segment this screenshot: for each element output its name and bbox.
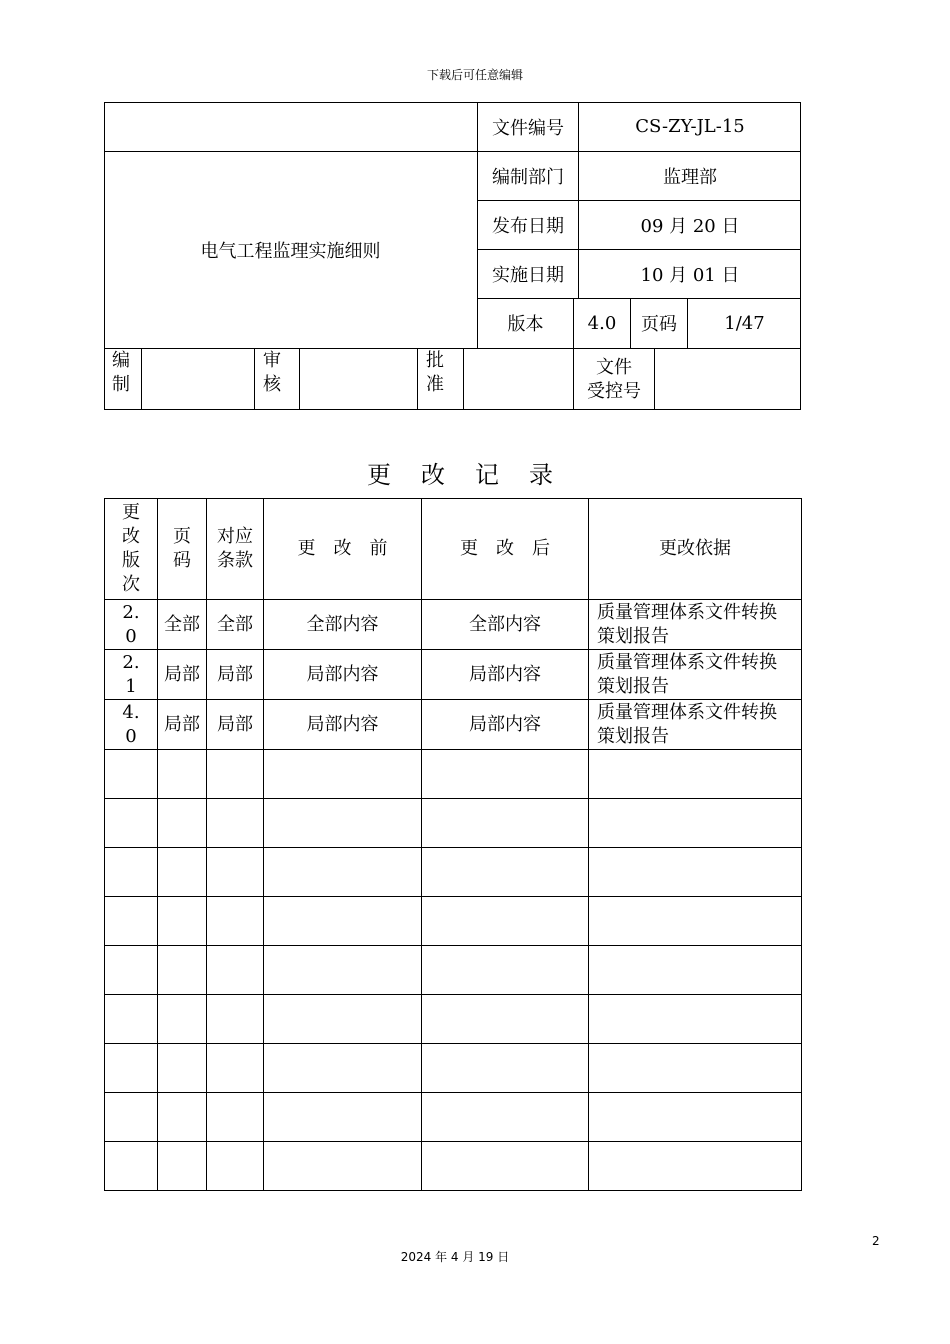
header-clause-2: 条款 bbox=[217, 550, 253, 571]
approve-label bbox=[418, 349, 471, 410]
empty-cell bbox=[422, 799, 589, 848]
empty-cell bbox=[589, 1093, 802, 1142]
row-basis-b: 策划报告 bbox=[597, 725, 669, 747]
empty-cell bbox=[589, 946, 802, 995]
empty-cell bbox=[158, 1093, 207, 1142]
empty-table-row bbox=[105, 995, 802, 1044]
table-row bbox=[105, 600, 802, 650]
page-label: 页码 bbox=[641, 314, 677, 335]
empty-cell bbox=[422, 1142, 589, 1191]
approve-char-1: 批 bbox=[426, 350, 444, 371]
file-no-label: 文件编号 bbox=[492, 117, 564, 139]
empty-cell bbox=[264, 799, 422, 848]
dept-label: 编制部门 bbox=[492, 166, 564, 188]
issue-date-value: 09 月 20 日 bbox=[640, 215, 740, 237]
row-basis bbox=[589, 650, 802, 700]
empty-cell bbox=[105, 1044, 158, 1093]
empty-cell bbox=[207, 897, 264, 946]
empty-cell bbox=[264, 946, 422, 995]
footer-date: 2024 年 4 月 19 日 bbox=[400, 1250, 510, 1264]
empty-cell bbox=[264, 995, 422, 1044]
empty-cell bbox=[422, 848, 589, 897]
row-basis-a: 质量管理体系文件转换 bbox=[597, 651, 777, 673]
empty-table-row bbox=[105, 1142, 802, 1191]
header-after: 更 改 后 bbox=[422, 499, 589, 600]
section-title: 更改记录 bbox=[367, 461, 583, 489]
empty-cell bbox=[207, 750, 264, 799]
row-basis-b: 策划报告 bbox=[597, 675, 669, 697]
row-page: 全部 bbox=[158, 600, 207, 650]
empty-table-row bbox=[105, 750, 802, 799]
header-row bbox=[105, 499, 802, 600]
row-version-a: 2. bbox=[122, 601, 140, 623]
empty-cell bbox=[589, 799, 802, 848]
empty-cell bbox=[158, 750, 207, 799]
empty-cell bbox=[207, 1044, 264, 1093]
empty-cell bbox=[589, 848, 802, 897]
empty-cell bbox=[207, 1142, 264, 1191]
row-before: 局部内容 bbox=[264, 650, 422, 700]
empty-cell bbox=[422, 750, 589, 799]
empty-cell bbox=[207, 946, 264, 995]
header-before: 更 改 前 bbox=[264, 499, 422, 600]
control-no-label bbox=[574, 349, 654, 410]
row-after: 全部内容 bbox=[422, 600, 589, 650]
impl-date-label: 实施日期 bbox=[492, 264, 564, 286]
header-version bbox=[105, 499, 158, 600]
review-char-1: 审 bbox=[263, 350, 281, 371]
empty-cell bbox=[105, 1142, 158, 1191]
empty-cell bbox=[589, 995, 802, 1044]
impl-date-value: 10 月 01 日 bbox=[640, 264, 740, 286]
empty-cell bbox=[158, 995, 207, 1044]
empty-cell bbox=[589, 897, 802, 946]
empty-cell bbox=[264, 1142, 422, 1191]
document-info-table bbox=[104, 102, 801, 410]
header-page-1: 页 bbox=[173, 526, 191, 547]
row-version-b: 0 bbox=[125, 725, 137, 747]
row-after: 局部内容 bbox=[422, 700, 589, 750]
empty-cell bbox=[158, 799, 207, 848]
header-clause bbox=[207, 499, 264, 600]
row-basis-b: 策划报告 bbox=[597, 625, 669, 647]
empty-cell bbox=[264, 848, 422, 897]
empty-cell bbox=[207, 995, 264, 1044]
empty-cell bbox=[264, 1093, 422, 1142]
dept-value: 监理部 bbox=[663, 166, 717, 188]
review-char-2: 核 bbox=[263, 374, 281, 395]
header-page bbox=[158, 499, 207, 600]
document-title: 电气工程监理实施细则 bbox=[200, 240, 381, 262]
compiled-char-1: 编 bbox=[112, 350, 130, 371]
empty-table-row bbox=[105, 848, 802, 897]
empty-table-row bbox=[105, 897, 802, 946]
row-version bbox=[105, 650, 158, 700]
row-version-b: 1 bbox=[125, 675, 137, 697]
empty-table-row bbox=[105, 1093, 802, 1142]
row-version-a: 2. bbox=[122, 651, 140, 673]
issue-date-label: 发布日期 bbox=[492, 215, 564, 237]
row-page: 局部 bbox=[158, 700, 207, 750]
compiled-char-2: 制 bbox=[112, 374, 130, 395]
header-note: 下载后可任意编辑 bbox=[426, 68, 523, 82]
page-value: 1/47 bbox=[724, 312, 765, 334]
empty-cell bbox=[105, 897, 158, 946]
row-basis bbox=[589, 700, 802, 750]
empty-cell bbox=[207, 799, 264, 848]
empty-cell bbox=[422, 1044, 589, 1093]
empty-cell bbox=[207, 848, 264, 897]
empty-cell bbox=[264, 1044, 422, 1093]
empty-cell bbox=[264, 897, 422, 946]
header-page-2: 码 bbox=[173, 550, 191, 571]
empty-cell bbox=[158, 848, 207, 897]
version-label: 版本 bbox=[507, 314, 544, 335]
row-after: 局部内容 bbox=[422, 650, 589, 700]
empty-cell bbox=[422, 897, 589, 946]
empty-table-row bbox=[105, 799, 802, 848]
empty-cell bbox=[207, 1093, 264, 1142]
row-clause: 全部 bbox=[207, 600, 264, 650]
header-clause-1: 对应 bbox=[217, 526, 253, 547]
review-label bbox=[255, 349, 307, 410]
control-line-2: 受控号 bbox=[587, 380, 641, 402]
empty-cell bbox=[105, 848, 158, 897]
row-version-a: 4. bbox=[122, 701, 140, 723]
empty-table-row bbox=[105, 1044, 802, 1093]
table-row bbox=[105, 700, 802, 750]
row-page: 局部 bbox=[158, 650, 207, 700]
row-before: 全部内容 bbox=[264, 600, 422, 650]
row-basis bbox=[589, 600, 802, 650]
empty-cell bbox=[105, 946, 158, 995]
row-version bbox=[105, 700, 158, 750]
empty-cell bbox=[589, 750, 802, 799]
empty-cell bbox=[264, 750, 422, 799]
empty-cell bbox=[422, 1093, 589, 1142]
empty-cell bbox=[105, 799, 158, 848]
control-line-1: 文件 bbox=[596, 356, 632, 378]
empty-cell bbox=[158, 1142, 207, 1191]
empty-cell bbox=[105, 1093, 158, 1142]
empty-cell bbox=[158, 946, 207, 995]
row-version-b: 0 bbox=[125, 625, 137, 647]
empty-cell bbox=[158, 897, 207, 946]
empty-cell bbox=[158, 1044, 207, 1093]
empty-cell bbox=[589, 1142, 802, 1191]
table-row bbox=[105, 650, 802, 700]
empty-table-row bbox=[105, 946, 802, 995]
file-no-value: CS-ZY-JL-15 bbox=[635, 116, 745, 137]
empty-cell bbox=[422, 946, 589, 995]
row-before: 局部内容 bbox=[264, 700, 422, 750]
version-value: 4.0 bbox=[587, 312, 617, 334]
empty-cell bbox=[105, 750, 158, 799]
change-record-table bbox=[104, 498, 802, 1191]
empty-cell bbox=[105, 995, 158, 1044]
row-basis-a: 质量管理体系文件转换 bbox=[597, 701, 777, 723]
empty-cell bbox=[589, 1044, 802, 1093]
row-clause: 局部 bbox=[207, 700, 264, 750]
header-version-1: 更 bbox=[122, 502, 140, 523]
header-version-2: 改 bbox=[122, 526, 140, 547]
approve-char-2: 准 bbox=[426, 374, 444, 395]
row-version bbox=[105, 600, 158, 650]
header-version-3: 版 bbox=[122, 550, 140, 571]
header-version-4: 次 bbox=[122, 574, 140, 595]
compiled-label bbox=[104, 349, 149, 410]
row-clause: 局部 bbox=[207, 650, 264, 700]
row-basis-a: 质量管理体系文件转换 bbox=[597, 601, 777, 623]
page-number: 2 bbox=[872, 1234, 880, 1248]
header-basis: 更改依据 bbox=[589, 499, 802, 600]
empty-cell bbox=[422, 995, 589, 1044]
